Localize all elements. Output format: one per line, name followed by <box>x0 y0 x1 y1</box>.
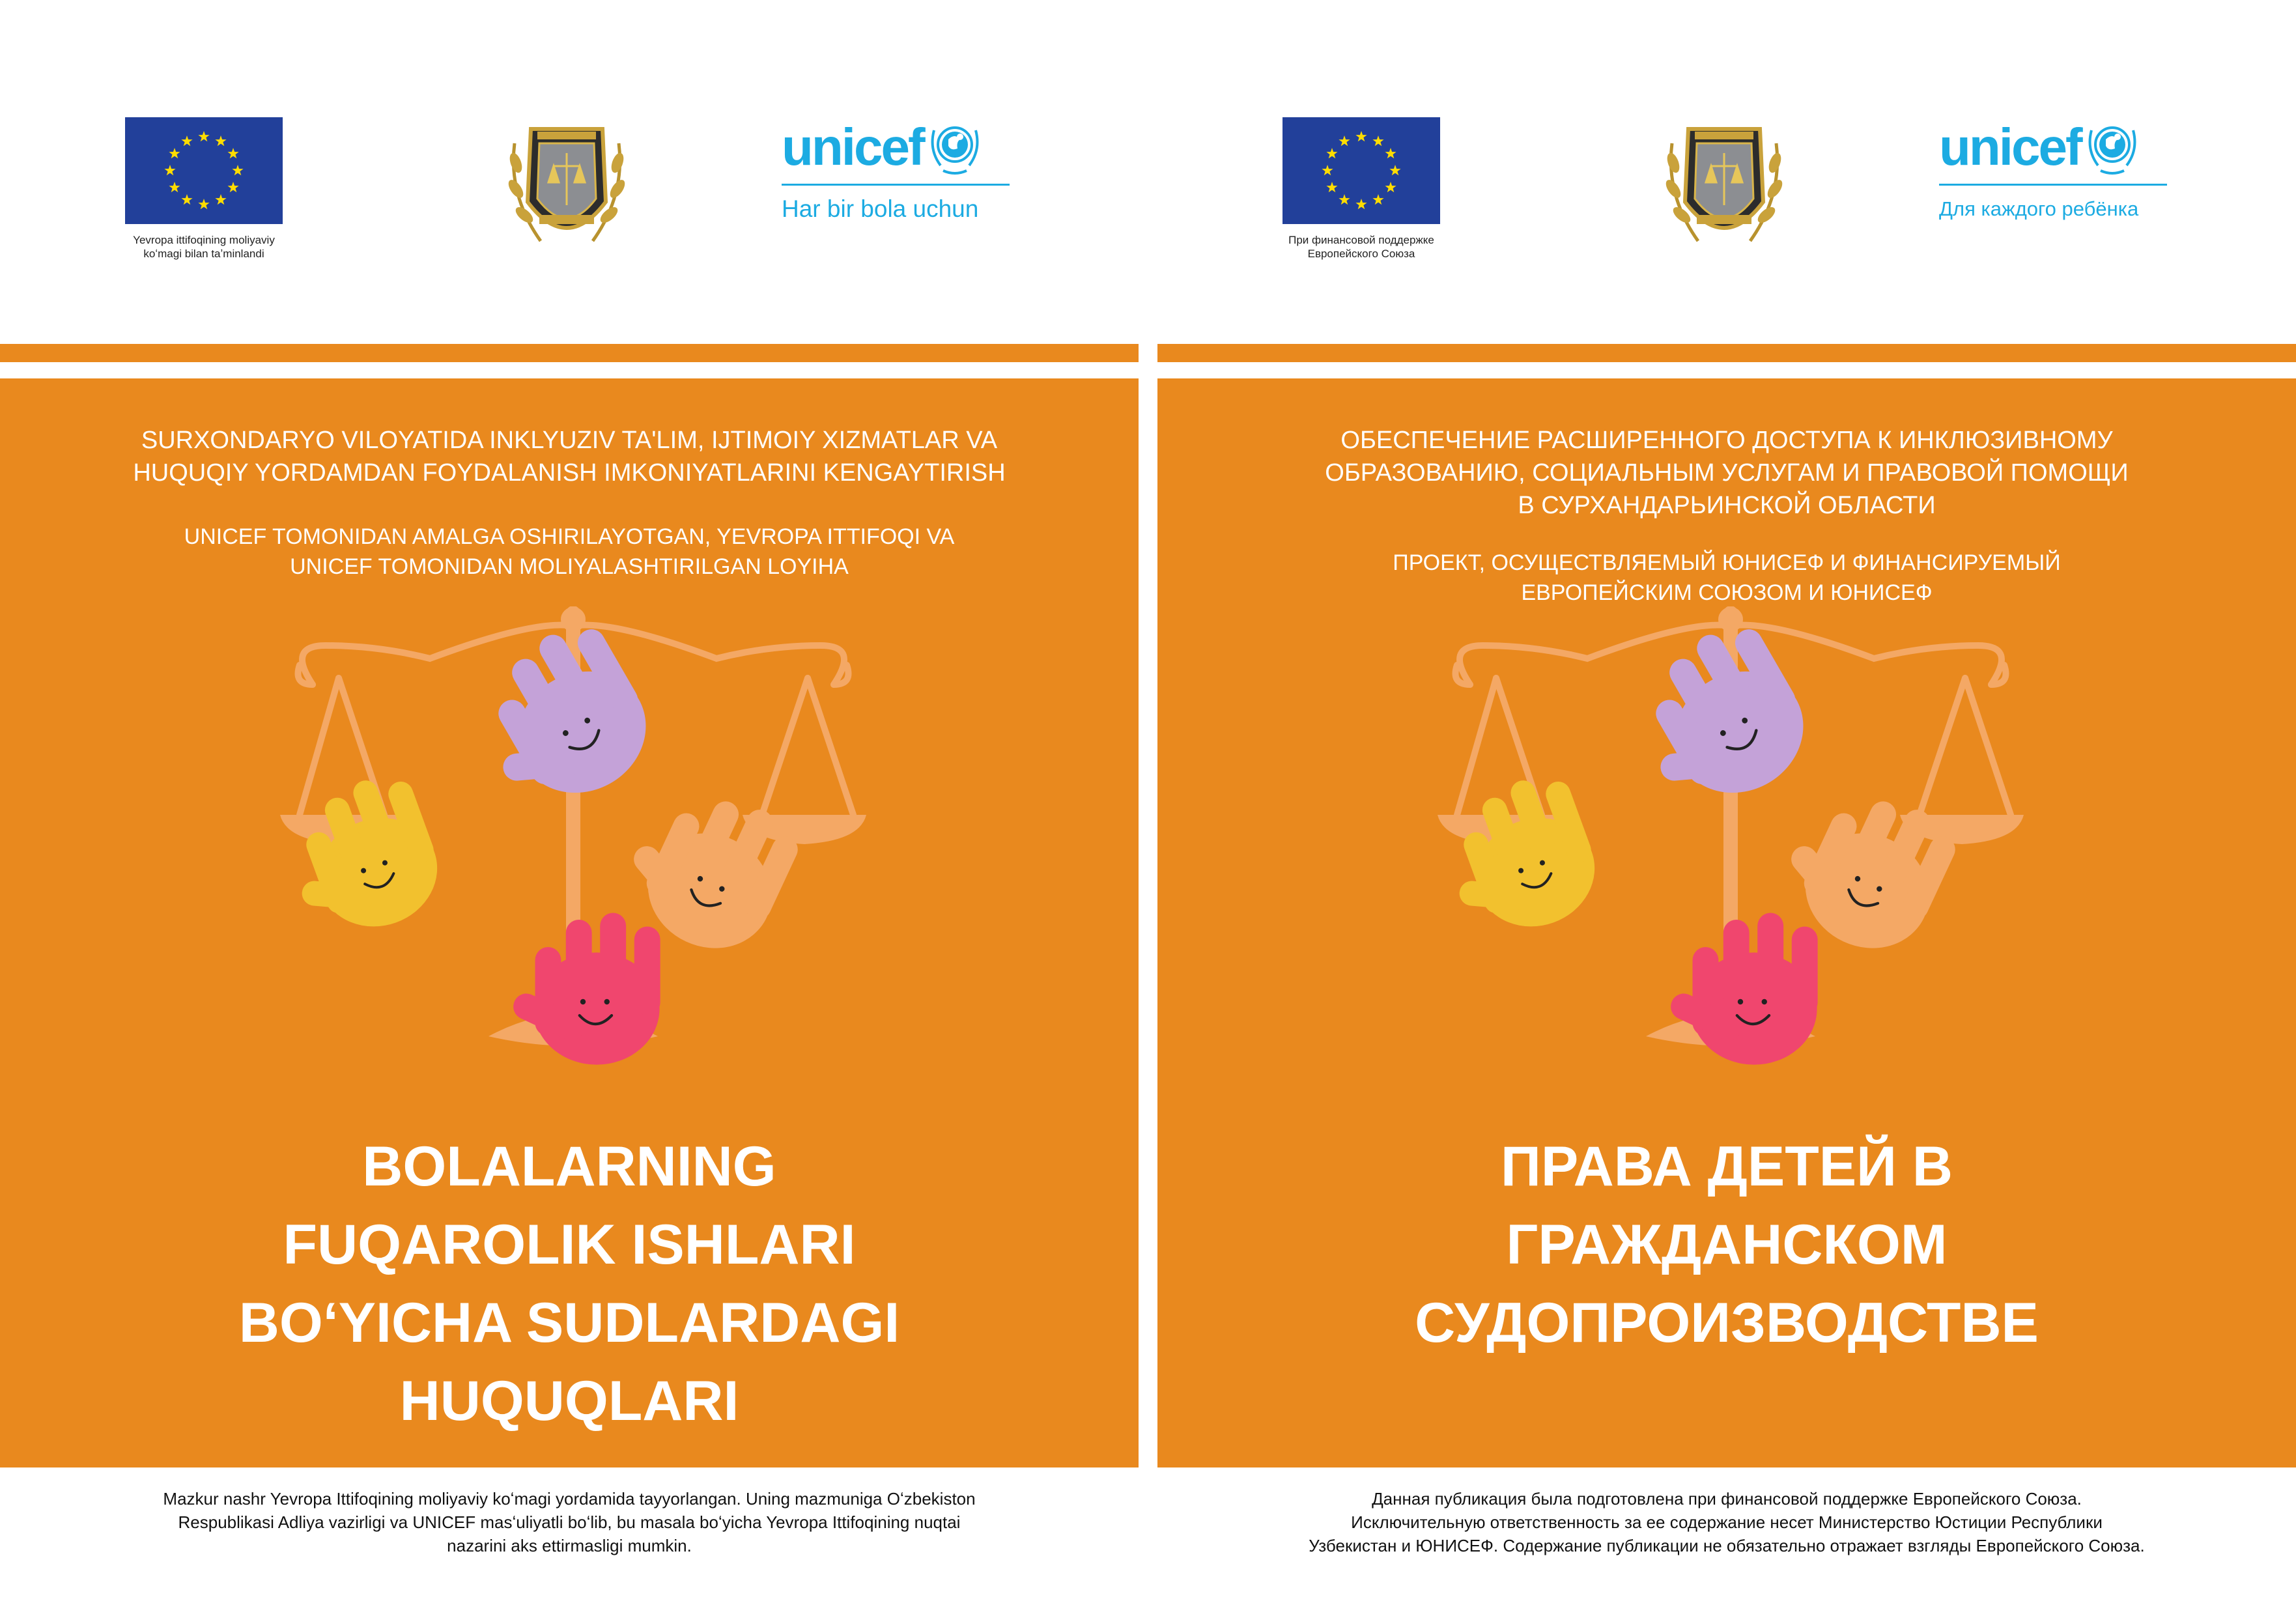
eu-caption-line: При финансовой поддержке <box>1288 234 1434 246</box>
logo-row <box>1157 117 2296 313</box>
project-subheading <box>39 522 1099 582</box>
ministry-emblem-icon <box>1659 117 1789 255</box>
project-heading <box>1197 424 2257 522</box>
disclaimer-line: Данная публикация была подготовлена при финансовой поддержке Европейского Союза. <box>1372 1489 2082 1509</box>
scales-and-hands-illustration <box>1392 606 2069 1108</box>
cover-panel <box>1157 378 2296 1467</box>
disclaimer-line: Respublikasi Adliya vazirligi va UNICEF masʻuliyatli boʻlib, bu masala boʻyicha Yevropa Ittifoqining nuqtai <box>178 1512 961 1532</box>
disclaimer-line: Узбекистан и ЮНИСЕФ. Содержание публикации не обязательно отражает взгляды Европейского Союза. <box>1309 1536 2145 1555</box>
subheading-line: ЕВРОПЕЙСКИМ СОЮЗОМ И ЮНИСЕФ <box>1521 580 1933 605</box>
project-heading <box>39 424 1099 489</box>
logo-row <box>0 117 1139 313</box>
title-line: BOLALARNING <box>362 1135 776 1198</box>
unicef-logo <box>782 117 1016 223</box>
unicef-emblem-icon <box>2082 117 2142 177</box>
eu-caption-line: Европейского Союза <box>1307 248 1415 260</box>
unicef-logo <box>1939 117 2174 223</box>
heading-line: ОБЕСПЕЧЕНИЕ РАСШИРЕННОГО ДОСТУПА К ИНКЛЮЗИВНОМУ <box>1340 427 2113 454</box>
eu-logo <box>125 117 283 261</box>
publication-title <box>1197 1127 2257 1362</box>
disclaimer <box>1249 1487 2205 1557</box>
ministry-emblem-icon <box>502 117 632 255</box>
disclaimer-line: Mazkur nashr Yevropa Ittifoqining moliyaviy koʻmagi yordamida tayyorlangan. Uning mazmuniga Oʻzbekiston <box>163 1489 976 1509</box>
unicef-tagline: Har bir bola uchun <box>782 195 979 222</box>
unicef-wordmark <box>782 117 1016 177</box>
hand-icon <box>1609 612 1826 829</box>
page-russian <box>1157 0 2296 1616</box>
heading-line: HUQUQIY YORDAMDAN FOYDALANISH IMKONIYATLARINI KENGAYTIRISH <box>133 459 1006 487</box>
title-line: ГРАЖДАНСКОМ <box>1506 1213 1948 1276</box>
unicef-rule <box>782 184 1010 186</box>
title-line: HUQUQLARI <box>399 1370 739 1432</box>
hand-icon <box>1426 766 1611 951</box>
cover-panel <box>0 378 1139 1467</box>
unicef-tagline: Для каждого ребёнка <box>1939 197 2139 220</box>
page-uzbek <box>0 0 1139 1616</box>
unicef-rule <box>1939 184 2167 186</box>
disclaimer-line: Исключительную ответственность за ее содержание несет Министерство Юстиции Республики <box>1351 1512 2103 1532</box>
eu-caption-line: koʻmagi bilan taʼminlandi <box>143 248 264 260</box>
eu-flag-icon <box>1283 117 1440 224</box>
scales-and-hands-illustration <box>234 606 912 1108</box>
project-subheading <box>1197 548 2257 608</box>
title-line: ПРАВА ДЕТЕЙ В <box>1501 1135 1953 1198</box>
disclaimer-line: nazarini aks ettirmasligi mumkin. <box>447 1536 692 1555</box>
hand-icon <box>268 766 453 951</box>
eu-caption <box>1283 233 1440 261</box>
heading-line: В СУРХАНДАРЬИНСКОЙ ОБЛАСТИ <box>1518 492 1936 519</box>
heading-line: ОБРАЗОВАНИЮ, СОЦИАЛЬНЫМ УСЛУГАМ И ПРАВОВОЙ ПОМОЩИ <box>1325 459 2129 487</box>
eu-logo <box>1283 117 1440 261</box>
disclaimer <box>91 1487 1047 1557</box>
subheading-line: UNICEF TOMONIDAN AMALGA OSHIRILAYOTGAN, YEVROPA ITTIFOQI VA <box>184 524 955 549</box>
title-line: BOʻYICHA SUDLARDAGI <box>238 1292 900 1354</box>
subheading-line: UNICEF TOMONIDAN MOLIYALASHTIRILGAN LOYIHA <box>290 554 849 579</box>
unicef-word: unicef <box>1939 118 2081 176</box>
subheading-line: ПРОЕКТ, ОСУЩЕСТВЛЯЕМЫЙ ЮНИСЕФ И ФИНАНСИРУЕМЫЙ <box>1393 550 2061 575</box>
eu-caption <box>125 233 283 261</box>
orange-stripe <box>0 344 1139 362</box>
title-line: FUQAROLIK ISHLARI <box>283 1213 856 1276</box>
eu-caption-line: Yevropa ittifoqining moliyaviy <box>133 234 275 246</box>
hand-icon <box>452 612 669 829</box>
unicef-emblem-icon <box>925 117 985 177</box>
unicef-word: unicef <box>782 118 924 176</box>
orange-stripe <box>1157 344 2296 362</box>
unicef-wordmark <box>1939 117 2174 177</box>
heading-line: SURXONDARYO VILOYATIDA INKLYUZIV TA'LIM, IJTIMOIY XIZMATLAR VA <box>141 427 998 454</box>
eu-flag-icon <box>125 117 283 224</box>
title-line: СУДОПРОИЗВОДСТВЕ <box>1415 1292 2039 1354</box>
publication-title <box>39 1127 1099 1440</box>
